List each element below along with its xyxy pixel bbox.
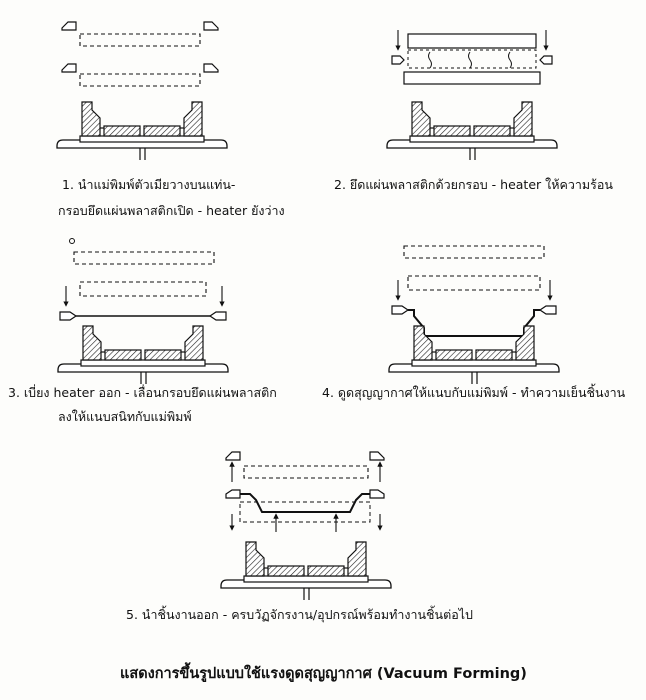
step-5-diagram: [221, 452, 391, 600]
step-4-caption: 4. ดูดสุญญากาศให้แนบกับแม่พิมพ์ - ทำความเย็นชิ้นงาน: [322, 385, 626, 400]
figure-title: แสดงการขึ้นรูปแบบใช้แรงดูดสุญญากาศ (Vacuum Forming): [120, 666, 527, 682]
step-2-diagram: [387, 30, 557, 160]
step-3-caption-line-2: ลงให้แนบสนิทกับแม่พิมพ์: [58, 409, 192, 424]
step-3-diagram: [58, 239, 228, 385]
step-4-diagram: [389, 246, 559, 384]
step-1-caption-line-1: 1. นำแม่พิมพ์ตัวเมียวางบนแท่น-: [62, 177, 236, 192]
step-5-caption: 5. นำชิ้นงานออก - ครบวัฏจักรงาน/อุปกรณ์พร้อมทำงานชิ้นต่อไป: [126, 607, 473, 622]
step-2-caption: 2. ยึดแผ่นพลาสติกด้วยกรอบ - heater ให้ความร้อน: [334, 177, 613, 192]
step-3-caption-line-1: 3. เบี่ยง heater ออก - เลื่อนกรอบยึดแผ่นพลาสติก: [8, 385, 277, 400]
step-1-caption-line-2: กรอบยึดแผ่นพลาสติกเปิด - heater ยังว่าง: [58, 203, 285, 218]
step-1-diagram: [57, 22, 227, 160]
